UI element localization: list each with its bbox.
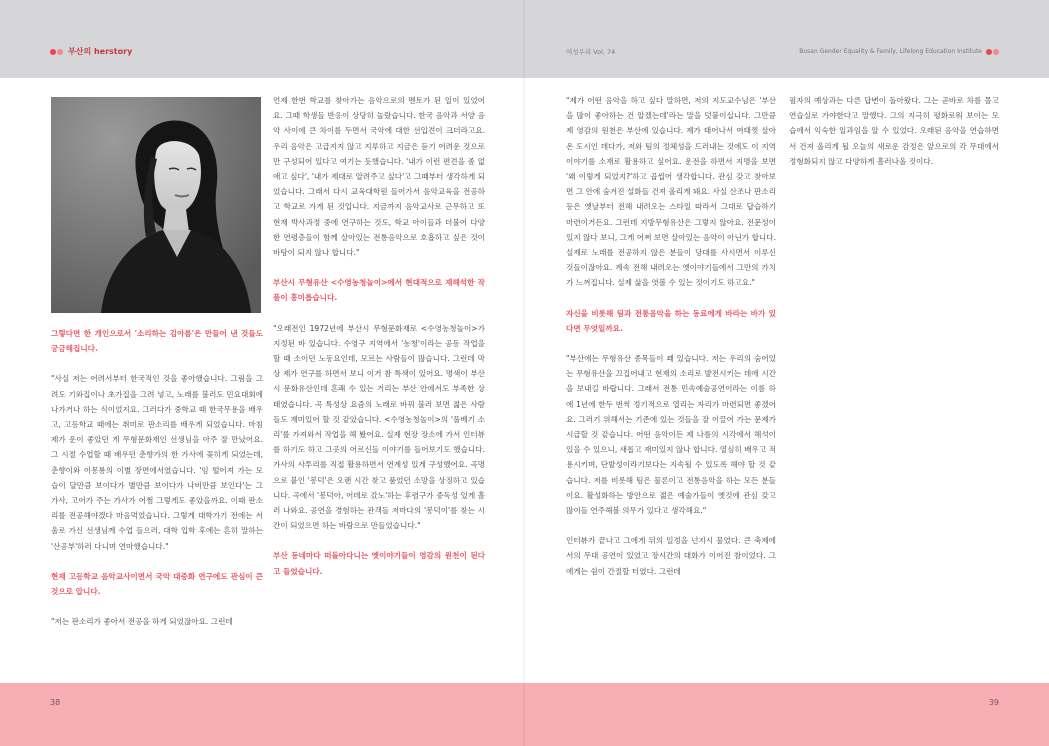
interview-answer: "오래전인 1972년에 부산시 무형문화재로 <수영농청놀이>가 지정된 바 있습니다. 수영구 지역에서 '농청'이라는 공동 작업을 할 때 소이던 노동요인데, 모르는 사람들이 많습니다. 그런데 막상 제가 연구를 하면서 보니 이거 참 특색이 있어요. 명색이 부산시 문화유산인데 흔쾌 수 있는 거리는 부산 안에서도 부족한 상태였습니다. 곡 특성상 요즘의 노래로 바꿔 불러 보면 젊은 사람들도 재미있어 할 것 같았습니다. <수영농청놀이>의 '풀베기 소리'를 가져와서 작업을 해 봤어요. 실제 현장 장소에 가서 인터뷰를 하기도 하고 그곳의 어르신들 이야기를 들어보기도 했습니다. 가사의 사투리를 직접 활용하면서 연계성 있게 구성했어요. 곡명으로 붙인 '봉덕'은 오랜 시간 찾고 품었던 소망을 상징하고 있습니다. 곡에서 '봉덕아, 어데로 갔노'하는 후렴구가 중독성 있게 흘러 나와요. 공연을 경험하는 관객들 저마다의 '봉덕이'를 찾는 시간이 되었으면 하는 바람으로 만들었습니다." <box>273 323 485 531</box>
column-1 <box>51 326 263 629</box>
publisher-dots-icon <box>986 49 999 55</box>
interview-question: 부산시 무형유산 <수영농청놀이>에서 현대적으로 재해석한 작품이 흥미롭습니다. <box>273 278 485 303</box>
interview-answer: "저는 판소리가 좋아서 전공을 하게 되었잖아요. 그런데 <box>51 617 233 627</box>
portrait-photo-icon <box>51 97 261 313</box>
section-title <box>50 47 132 57</box>
column-4 <box>789 93 999 169</box>
interview-question: 현재 고등학교 음악교사이면서 국악 대중화 연구에도 관심이 큰 것으로 압니다. <box>51 571 263 597</box>
closing-paragraph: 인터뷰가 끝나고 그에게 뒤의 일정을 넌지시 물었다. 큰 축제에서의 무대 공연이 있었고 장시간의 대화가 이어진 참이었다. 그에게는 쉼이 간절할 터였다. 그런데 <box>566 536 776 576</box>
portrait-photo <box>51 97 261 313</box>
closing-paragraph: 필자의 예상과는 다른 답변이 돌아왔다. 그는 곧바로 차를 몰고 연습실로 가야한다고 말했다. 그의 지극히 평화로워 보이는 모습에서 익숙한 일과임을 알 수 있었다. 오래된 음악을 연습하면서 건져 올리게 될 오늘의 새로운 감정은 앞으로의 각 무대에서 정형화되지 않고 다양하게 흘러나올 것이다. <box>789 96 999 166</box>
interview-answer: "부산에는 무형유산 종목들이 꽤 있습니다. 저는 우리의 숨어있는 무형유산을 끄집어내고 현재의 소리로 발전시키는 데에 시간을 보내길 바랍니다. 그래서 전통 민속예술공연이라는 이름 하에 1년에 한두 번씩 정기적으로 열리는 자리가 마련되면 좋겠어요. 그러기 위해서는 기존에 있는 것들을 잘 이끌어 가는 문제가 시급할 것 같습니다. 어떤 음악이든 제 나름의 시각에서 해석이 있을 수 있으니, 새롭고 재미있지 않나 합니다. 열심히 배우고 적용시키며, 단발성이라기보다는 지속될 수 있도록 해야 할 것 같습니다. 저를 비롯해 팀은 물론이고 전통음악을 하는 모든 분들이요. 활성화하는 방안으로 젊은 예술가들이 옛것에 관심 갖고 많이들 연주해볼 의무가 있다고 생각해요." <box>566 354 776 516</box>
section-dots-icon <box>50 49 63 55</box>
magazine-issue: 여성우리 Vol. 74 <box>566 48 616 56</box>
interview-question: 자신을 비롯해 팀과 전통음악을 하는 동료에게 바라는 바가 있다면 무엇일까요. <box>566 308 776 333</box>
interview-question: 그렇다면 한 개인으로서 '소리하는 김아름'은 만들어 낸 것들도 궁금해집니다. <box>51 329 263 354</box>
interview-answer: "제가 어떤 음악을 하고 싶다 말하면, 저의 지도교수님은 '부산을 많이 좋아하는 건 알겠는데'라는 말을 덧붙이십니다. 그만큼 제 영감의 원천은 부산에 있습니다. 제가 태어나서 여태껏 살아온 도시인 데다가, 저와 팀의 정체성을 드러내는 것에도 이 지역 이야기를 소재로 활용하고 싶어요. 운전을 하면서 지명을 보면 '왜 이렇게 되었지?'하고 곱씹어 생각합니다. 관심 갖고 찾아보면 그 안에 숨겨진 설화들 건져 올리게 돼요. 사실 산조나 판소리 등은 옛날부터 전해 내려오는 스타일 따라서 그대로 답습하기 마련이거든요. 그런데 지방무형유산은 그렇지 않아요. 전문성이 있지 않다 보니, 그게 어쩌 보면 살아있는 음악이 아닌가 합니다. 실제로 노래를 전공하지 않은 분들이 당대를 사시면서 이루신 것들이잖아요. 계속 전해 내려오는 옛이야기들에서 그만의 가치가 느껴집니다. 실제 삶을 엿볼 수 있는 것이기도 하고요." <box>566 96 776 288</box>
section-title-text: 부산의 herstory <box>68 47 133 56</box>
publisher-header <box>799 47 999 57</box>
column-2 <box>273 93 485 579</box>
page-number-right: 39 <box>988 698 999 707</box>
column-3 <box>566 93 776 579</box>
publisher-text: Busan Gender Equality & Family, Lifelong Education Institute <box>799 48 982 55</box>
page-gutter <box>523 0 526 746</box>
page-number-left: 38 <box>50 698 61 707</box>
interview-answer: 언제 한번 학교를 찾아가는 음악으로의 멘토가 된 일이 있었어요. 그때 학생들 반응이 상당히 놀랐습니다. 한국 음악과 서양 음악 사이에 큰 차이를 두면서 국악에 대한 선입견이 크더라고요. 우리 음악은 고급지지 않고 지루하고 지금은 듣기 어려운 것으로만 구성되어 있다고 여기는 듯했습니다. '내가 이런 편견을 좀 없애고 싶다', '내가 제대로 알려주고 싶다'고 그때부터 생각하게 되었습니다. 그래서 다시 교육대학원 들어가서 음악교육을 전공하고 학교로 가게 된 것입니다. 지금까지 음악교사로 근무하고 또 현재 박사과정 중에 연구하는 것도, 학교 아이들과 더불어 다양한 연령층들이 함께 살아있는 전통음악으로 호흡하고 싶은 것이 바탕이 되지 않나 합니다." <box>273 96 485 258</box>
interview-answer: "사실 저는 어려서부터 한국적인 것을 좋아했습니다. 그림을 그려도 기와집이나 초가집을 그려 넣고, 노래를 불러도 민요대회에 나가거나 하는 식이었지요. 그러다가 중학교 때 한국무용을 배우고, 고등학교 때에는 취미로 판소리를 배우게 되었습니다. 마침 제가 운이 좋았던 게 무형문화재인 선생님을 아주 잘 만났어요. 그 시절 수업할 때 배우던 춘향가의 한 가사에 꽂히게 되었는데, 춘향이와 이몽룡의 이별 장면에서였습니다. '임 떨어져 가는 모습이 달만큼 보이다가 별만큼 보이다가 나비만큼 보인다'는 그 가사, 고어가 주는 가사가 어쩜 그렇게도 좋았을까요. 이때 판소리를 전공해야겠다 마음먹었습니다. 그렇게 대학가기 전에는 서울로 가신 선생님께 수업 들으러, 대학 입학 후에는 흔히 말하는 '산공부'하러 다니며 연마했습니다." <box>51 374 263 551</box>
interview-question: 부산 동네마다 떠돌아다니는 옛이야기들이 영감의 원천이 된다고 들었습니다. <box>273 551 485 576</box>
